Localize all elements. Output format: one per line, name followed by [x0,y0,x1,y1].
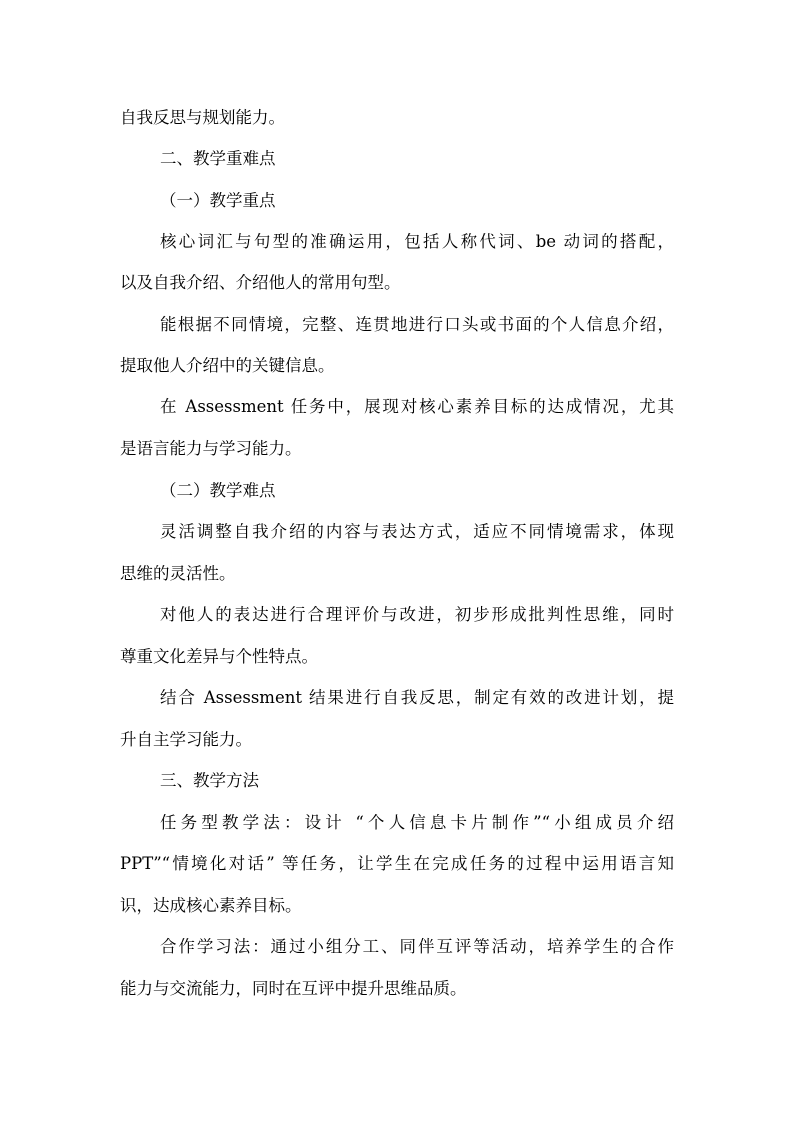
paragraph-line: 合作学习法：通过小组分工、同伴互评等活动，培养学生的合作 [160,937,674,956]
paragraph-line: 能力与交流能力，同时在互评中提升思维品质。 [120,979,467,998]
paragraph-line: 自我反思与规划能力。 [120,108,285,127]
paragraph-line: 核心词汇与句型的准确运用，包括人称代词、be 动词的搭配， [160,232,674,251]
paragraph-line: 任务型教学法：设计 “个人信息卡片制作”“小组成员介绍 [160,813,674,832]
paragraph-line: 灵活调整自我介绍的内容与表达方式，适应不同情境需求，体现 [160,522,674,541]
paragraph-line: 尊重文化差异与个性特点。 [120,647,318,666]
paragraph-line: 升自主学习能力。 [120,730,252,749]
paragraph-line: 识，达成核心素养目标。 [120,896,302,915]
section-heading: 二、教学重难点 [160,149,276,168]
paragraph-line: 对他人的表达进行合理评价与改进，初步形成批判性思维，同时 [160,605,674,624]
section-heading: 三、教学方法 [160,771,259,790]
paragraph-line: 以及自我介绍、介绍他人的常用句型。 [120,273,401,292]
paragraph-line: PPT”“情境化对话” 等任务，让学生在完成任务的过程中运用语言知 [120,854,674,873]
paragraph-line: 结合 Assessment 结果进行自我反思，制定有效的改进计划，提 [160,688,674,707]
subsection-heading: （二）教学难点 [160,481,276,500]
paragraph-line: 提取他人介绍中的关键信息。 [120,356,335,375]
paragraph-line: 是语言能力与学习能力。 [120,439,302,458]
paragraph-line: 能根据不同情境，完整、连贯地进行口头或书面的个人信息介绍， [160,315,674,334]
subsection-heading: （一）教学重点 [160,191,276,210]
paragraph-line: 思维的灵活性。 [120,564,236,583]
paragraph-line: 在 Assessment 任务中，展现对核心素养目标的达成情况，尤其 [160,397,674,416]
